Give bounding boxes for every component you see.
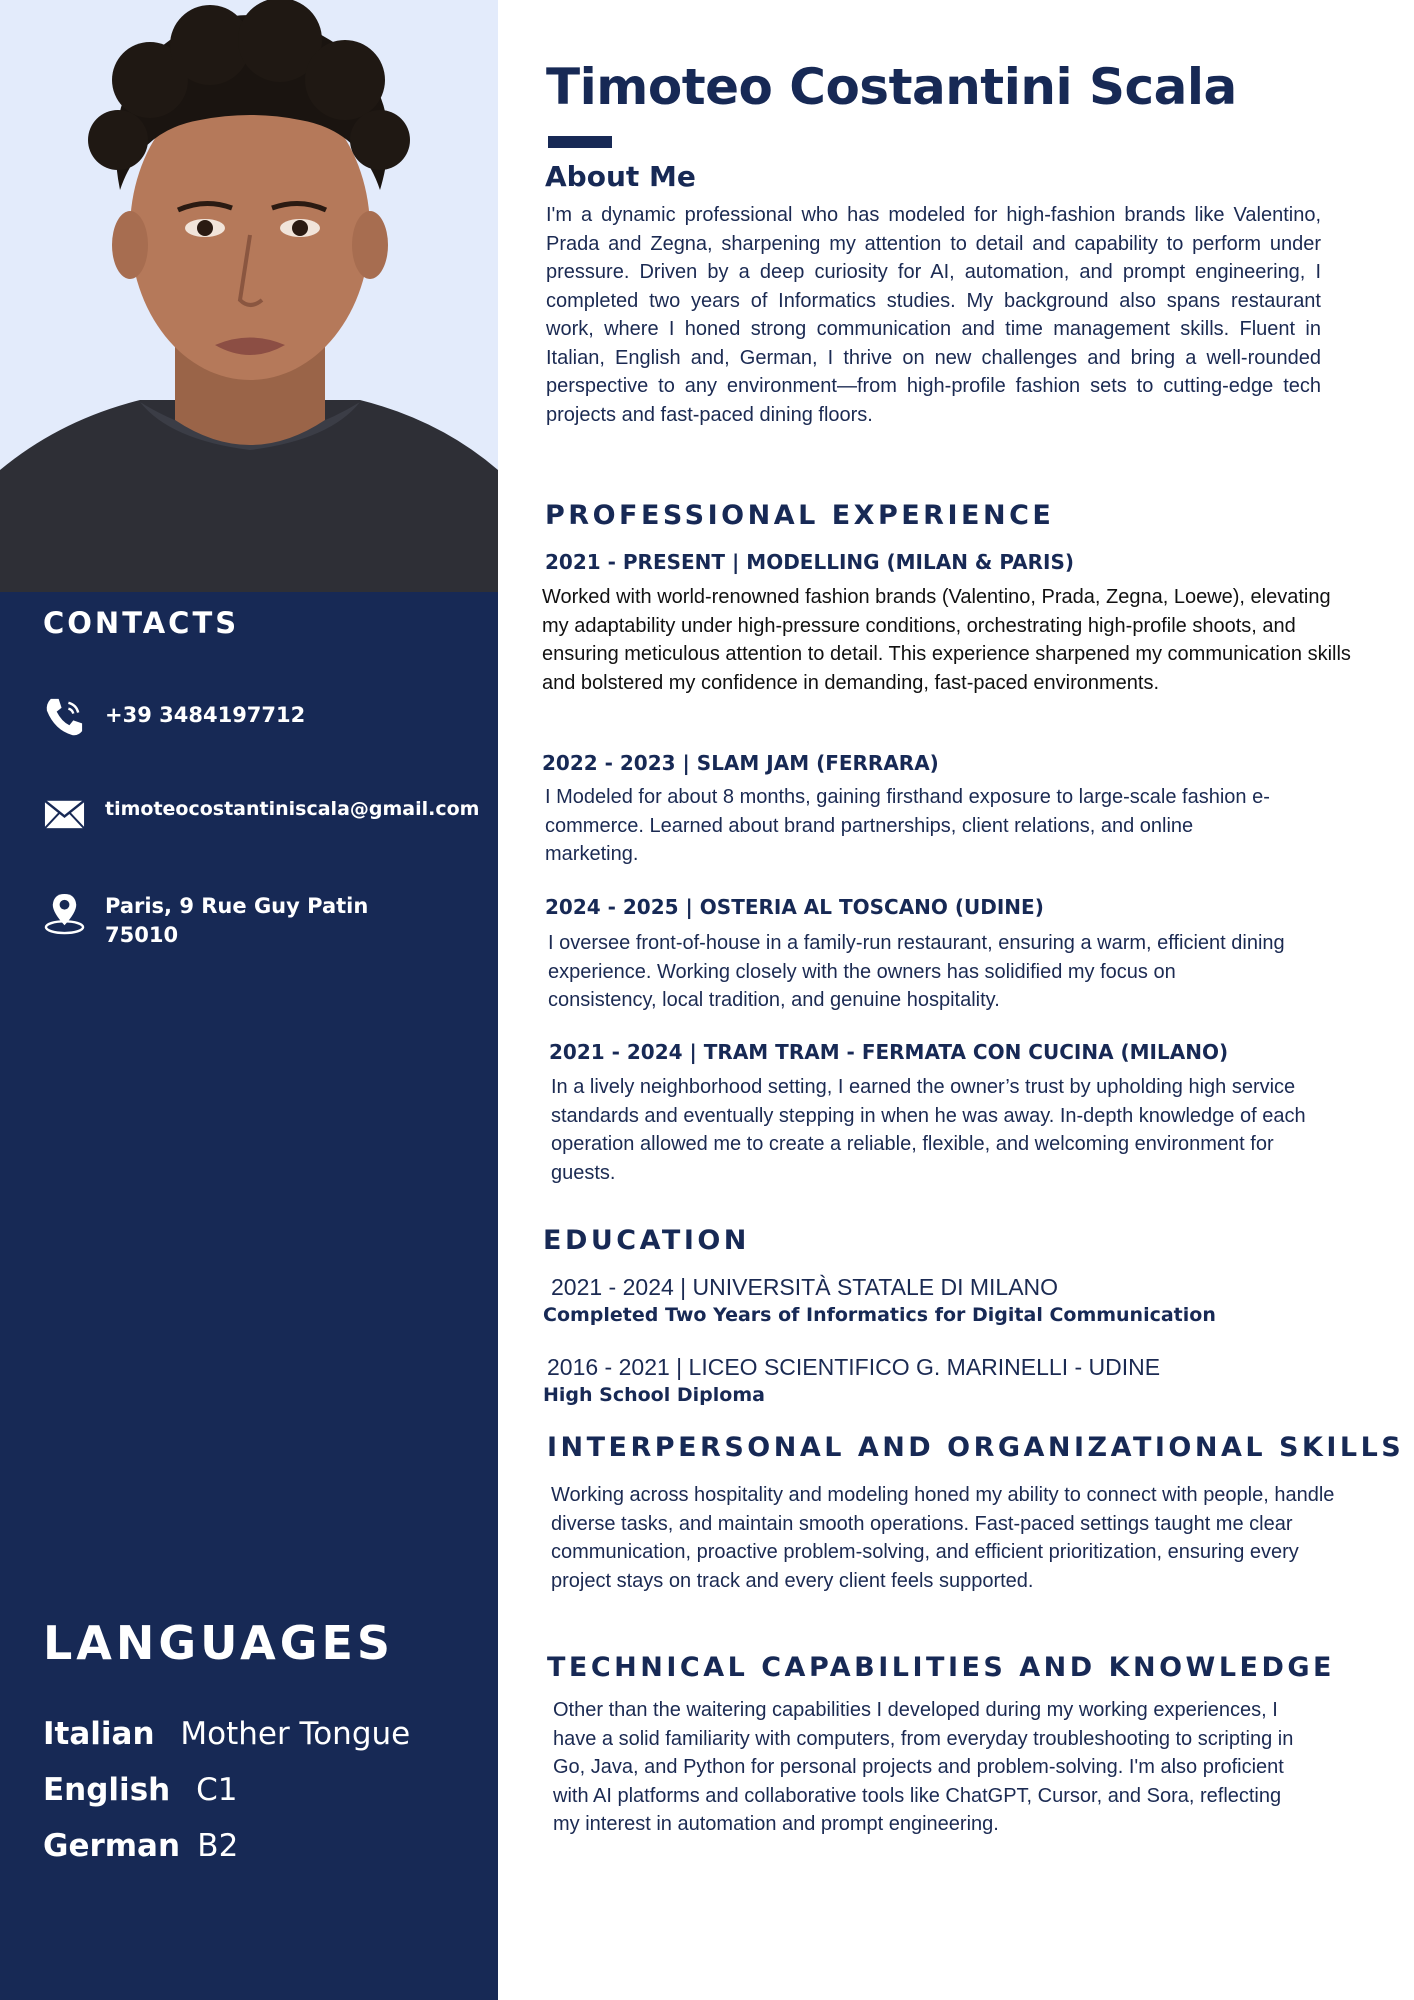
- education-school: 2021 - 2024 | UNIVERSITÀ STATALE DI MILANO: [551, 1274, 1059, 1300]
- job-description: I oversee front-of-house in a family-run restaurant, ensuring a warm, efficient dining experience. Working closely with the owners has solidified my focus on consistency, local tradition, and genuine hospitality.: [548, 932, 1285, 1011]
- language-name: English: [43, 1772, 171, 1808]
- skills-text: Working across hospitality and modeling honed my ability to connect with people, handle diverse tasks, and maintain smooth operations. Fast-paced settings taught me clear communication, proactive problem-solving, and efficient prioritization, ensuring every project stays on track and every client feels supported.: [551, 1484, 1335, 1592]
- phone-icon: [43, 695, 86, 738]
- education-degree: High School Diploma: [543, 1384, 765, 1406]
- sidebar: [0, 0, 498, 2000]
- experience-heading: PROFESSIONAL EXPERIENCE: [545, 500, 1055, 531]
- job-title: 2024 - 2025 | OSTERIA AL TOSCANO (UDINE): [545, 895, 1044, 919]
- address-line2: 75010: [105, 923, 179, 947]
- job-title: 2021 - PRESENT | MODELLING (MILAN & PARIS): [545, 550, 1075, 574]
- contact-address: [43, 892, 405, 950]
- address: [105, 892, 405, 950]
- language-item: [43, 1828, 238, 1864]
- languages-heading: LANGUAGES: [43, 1616, 395, 1670]
- address-line1: Paris, 9 Rue Guy Patin: [105, 894, 369, 918]
- contacts-heading: CONTACTS: [43, 606, 240, 640]
- technical-text: Other than the waitering capabilities I developed during my working experiences, I have a solid familiarity with computers, from everyday troubleshooting to scripting in Go, Java, and Python for personal projects and problem-solving. I'm also proficient with AI platforms and collaborative tools like ChatGPT, Cursor, and Sora, reflecting my interest in automation and prompt engineering.: [553, 1699, 1294, 1835]
- education-school: 2016 - 2021 | LICEO SCIENTIFICO G. MARINELLI - UDINE: [547, 1354, 1161, 1380]
- about-text: I'm a dynamic professional who has modeled for high-fashion brands like Valentino, Prada and Zegna, sharpening my attention to detail and capability to perform under pressure. Driven by a deep curiosity for AI, automation, and prompt engineering, I completed two years of Informatics studies. My background also spans restaurant work, where I honed strong communication and time management skills. Fluent in Italian, English and, German, I thrive on new challenges and bring a well-rounded perspective to any environment—from high-profile fashion sets to cutting-edge tech projects and fast-paced dining floors.: [546, 204, 1321, 426]
- profile-photo: [0, 0, 498, 592]
- job-description: In a lively neighborhood setting, I earned the owner’s trust by upholding high service standards and eventually stepping in when he was away. In-depth knowledge of each operation allowed me to create a reliable, flexible, and welcoming environment for guests.: [551, 1076, 1306, 1184]
- education-heading: EDUCATION: [543, 1225, 750, 1256]
- job-description: Worked with world-renowned fashion brands (Valentino, Prada, Zegna, Loewe), elevating my adaptability under high-pressure conditions, orchestrating high-profile shoots, and ensuring meticulous attention to detail. This experience sharpened my communication skills and bolstered my confidence in demanding, fast-paced environments.: [542, 586, 1351, 694]
- language-item: [43, 1772, 237, 1808]
- about-heading: About Me: [545, 160, 696, 193]
- technical-heading: TECHNICAL CAPABILITIES AND KNOWLEDGE: [547, 1652, 1336, 1683]
- envelope-icon: [43, 792, 86, 835]
- language-name: German: [43, 1828, 181, 1864]
- education-degree: Completed Two Years of Informatics for Digital Communication: [543, 1304, 1216, 1326]
- language-level: C1: [196, 1772, 238, 1808]
- phone-number[interactable]: +39 3484197712: [105, 703, 306, 727]
- job-title: 2021 - 2024 | TRAM TRAM - FERMATA CON CUCINA (MILANO): [549, 1040, 1229, 1064]
- language-level: Mother Tongue: [180, 1716, 411, 1752]
- email-address[interactable]: timoteocostantiniscala@gmail.com: [105, 798, 480, 820]
- job-description: I Modeled for about 8 months, gaining firsthand exposure to large-scale fashion e-commerce. Learned about brand partnerships, client relations, and online marketing.: [545, 786, 1270, 865]
- title-underline: [548, 136, 612, 148]
- contact-phone: [43, 695, 305, 738]
- page-title: Timoteo Costantini Scala: [546, 58, 1237, 116]
- location-pin-icon: [43, 892, 86, 935]
- language-item: [43, 1716, 410, 1752]
- language-level: B2: [197, 1828, 239, 1864]
- skills-heading: INTERPERSONAL AND ORGANIZATIONAL SKILLS: [547, 1432, 1405, 1463]
- language-name: Italian: [43, 1716, 155, 1752]
- contact-email: [43, 792, 479, 835]
- job-title: 2022 - 2023 | SLAM JAM (FERRARA): [542, 751, 939, 775]
